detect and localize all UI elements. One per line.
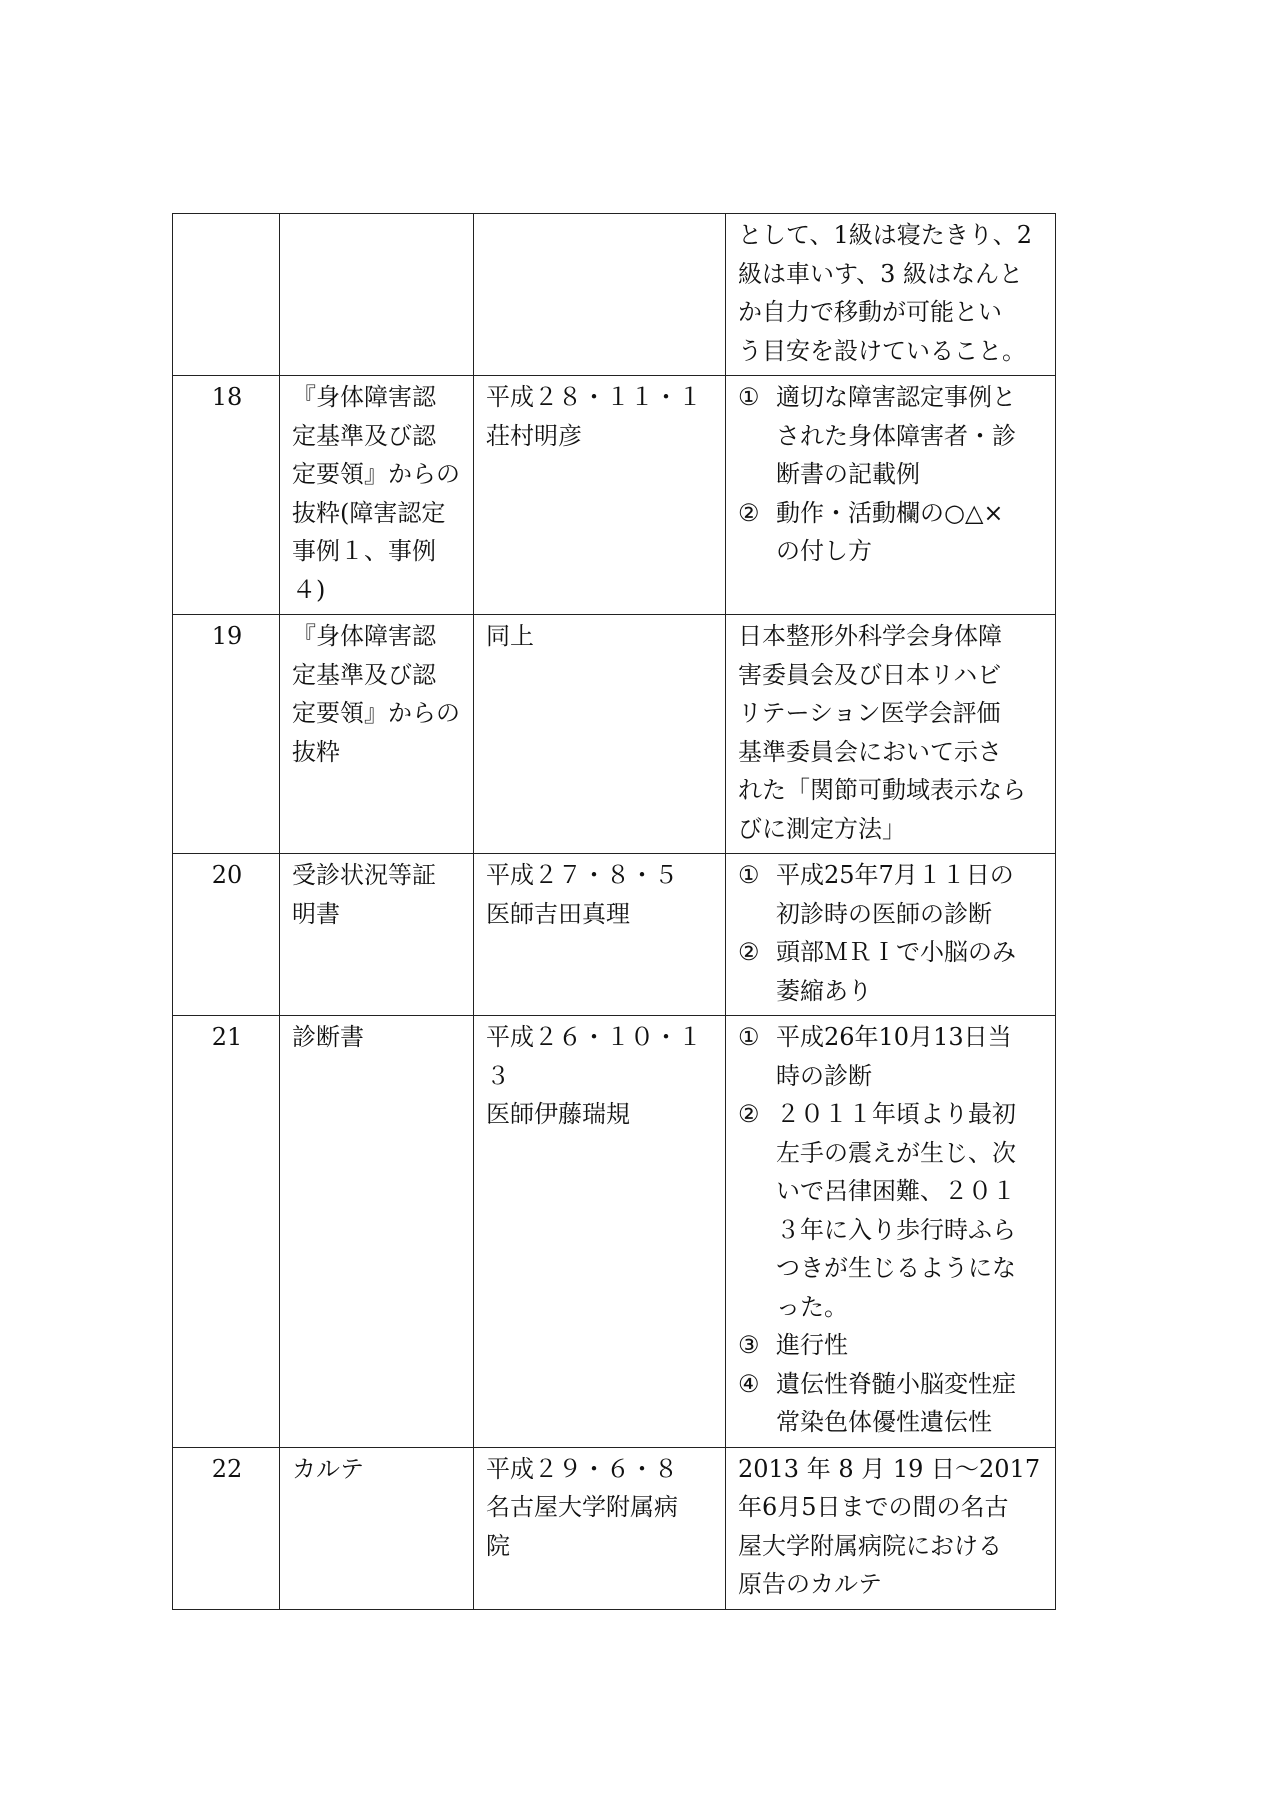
summary-list-item: [738, 494, 1045, 571]
exhibit-number-cell: [173, 1016, 280, 1448]
summary-list-item: [738, 856, 1045, 933]
summary-text: 日本整形外科学会身体障 害委員会及び日本リハビ リテーション医学会評価 基準委員会において示さ れた「関節可動域表示なら びに測定方法」: [738, 622, 1026, 843]
evidence-table: [172, 213, 1056, 1610]
table-row: [173, 1016, 1056, 1448]
date-author-cell: [474, 854, 726, 1016]
summary-text: 2013 年 8 月 19 日～2017 年6月5日までの間の名古 屋大学附属病院における 原告のカルテ: [738, 1454, 1041, 1598]
date-author-cell: [474, 615, 726, 854]
document-title-cell: [280, 1016, 474, 1448]
list-item-number: ②: [738, 498, 760, 527]
exhibit-number-cell: [173, 854, 280, 1016]
exhibit-number-cell: [173, 214, 280, 376]
list-item-text: 平成26年10月13日当 時の診断: [776, 1023, 1012, 1090]
list-item-number: ①: [738, 383, 760, 411]
date-author-cell: [474, 376, 726, 615]
table-row: [173, 615, 1056, 854]
document-title-cell: [280, 214, 474, 376]
list-item-number: ②: [738, 1100, 760, 1128]
document-title-cell: [280, 615, 474, 854]
exhibit-number-cell: [173, 376, 280, 615]
summary-cell: [726, 1447, 1056, 1609]
document-title-cell-text: カルテ: [292, 1454, 364, 1483]
summary-list-item: [738, 1326, 1045, 1365]
summary-list-item: [738, 378, 1045, 494]
table-row: [173, 1447, 1056, 1609]
list-item-text: 適切な障害認定事例と された身体障害者・診 断書の記載例: [776, 383, 1016, 488]
list-item-text: 遺伝性脊髄小脳変性症 常染色体優性遺伝性: [776, 1369, 1016, 1436]
table-row: [173, 376, 1056, 615]
document-title-cell: [280, 376, 474, 615]
list-item-text: 進行性: [776, 1331, 848, 1359]
exhibit-number-cell-text: 18: [211, 383, 243, 411]
exhibit-number-cell: [173, 1447, 280, 1609]
summary-cell: [726, 376, 1056, 615]
exhibit-number-cell-text: 19: [211, 622, 243, 650]
summary-cell: [726, 615, 1056, 854]
document-title-cell-text: 『身体障害認 定基準及び認 定要領』からの 抜粋(障害認定 事例１、事例 ４): [292, 383, 460, 604]
document-title-cell: [280, 1447, 474, 1609]
summary-list-item: [738, 1018, 1045, 1095]
table-row: [173, 214, 1056, 376]
date-author-cell-text: 平成２７・８・５ 医師吉田真理: [486, 861, 678, 928]
list-item-text: 頭部ＭＲＩで小脳のみ 萎縮あり: [776, 938, 1016, 1005]
list-item-number: ①: [738, 861, 760, 889]
summary-list-item: [738, 933, 1045, 1010]
list-item-text: 平成25年7月１１日の 初診時の医師の診断: [776, 861, 1014, 928]
date-author-cell-text: 平成２９・６・８ 名古屋大学附属病 院: [486, 1454, 678, 1560]
document-title-cell: [280, 854, 474, 1016]
evidence-table-body: [173, 214, 1056, 1610]
date-author-cell: [474, 1016, 726, 1448]
date-author-cell: [474, 1447, 726, 1609]
list-item-number: ①: [738, 1023, 760, 1051]
date-author-cell-text: 同上: [486, 622, 534, 650]
list-item-text: 動作・活動欄の○△× の付し方: [776, 498, 1004, 565]
document-title-cell-text: 受診状況等証 明書: [292, 861, 436, 928]
date-author-cell-text: 平成２８・１１・１ 荘村明彦: [486, 383, 702, 450]
summary-list-item: [738, 1365, 1045, 1442]
list-item-number: ②: [738, 938, 760, 966]
exhibit-number-cell: [173, 615, 280, 854]
list-item-number: ④: [738, 1369, 760, 1398]
date-author-cell: [474, 214, 726, 376]
summary-cell: [726, 1016, 1056, 1448]
list-item-number: ③: [738, 1331, 760, 1359]
exhibit-number-cell-text: 22: [211, 1454, 243, 1483]
summary-text: として、1級は寝たきり、2 級は車いす、3 級はなんと か自力で移動が可能とい う目安を設けていること。: [738, 221, 1033, 365]
summary-list-item: [738, 1095, 1045, 1326]
list-item-text: ２０１１年頃より最初 左手の震えが生じ、次 いで呂律困難、２０１ ３年に入り歩行時ふら つきが生じるようにな った。: [776, 1100, 1016, 1321]
date-author-cell-text: 平成２６・１０・１ ３ 医師伊藤瑞規: [486, 1023, 702, 1128]
summary-cell: [726, 214, 1056, 376]
table-row: [173, 854, 1056, 1016]
document-title-cell-text: 診断書: [292, 1023, 364, 1051]
exhibit-number-cell-text: 20: [211, 861, 243, 889]
summary-cell: [726, 854, 1056, 1016]
exhibit-number-cell-text: 21: [211, 1023, 243, 1051]
document-title-cell-text: 『身体障害認 定基準及び認 定要領』からの 抜粋: [292, 622, 460, 766]
